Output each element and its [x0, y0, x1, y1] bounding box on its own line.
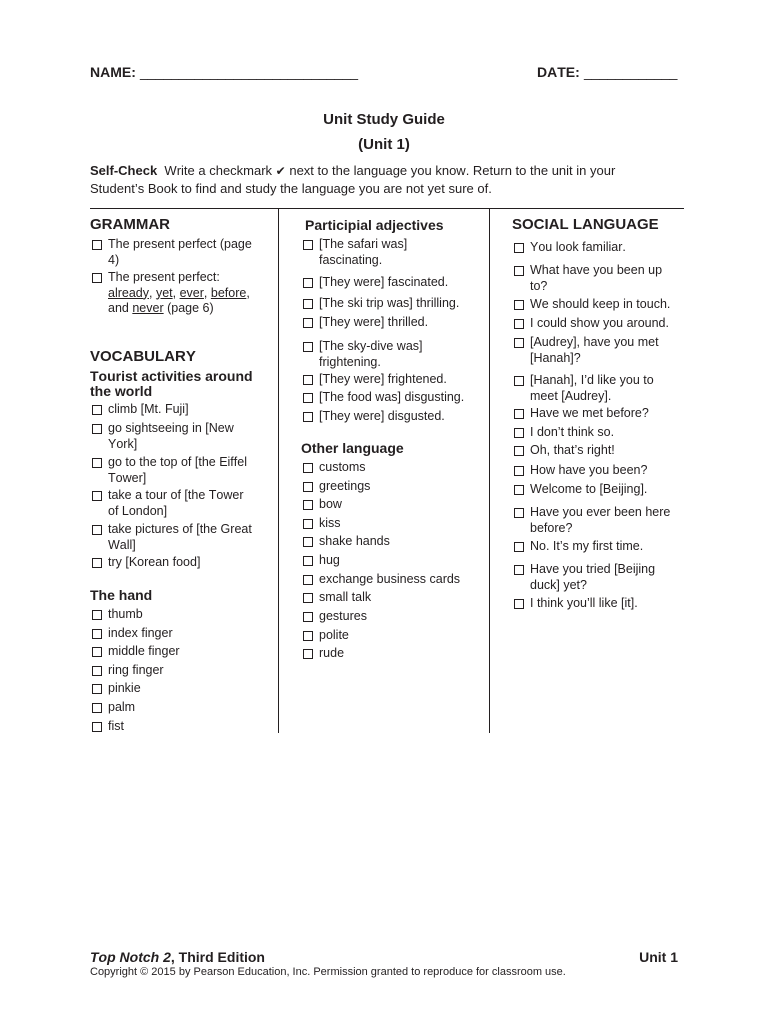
item-text: take a tour of [the Tower of London] [108, 488, 244, 518]
vocabulary-heading: VOCABULARY [90, 348, 196, 365]
checklist-item [512, 505, 670, 536]
section-divider [90, 208, 684, 209]
underlined-term: yet [155, 285, 173, 300]
checkbox[interactable] [514, 485, 524, 495]
checkbox[interactable] [92, 240, 102, 250]
self-check-label: Self-Check [90, 163, 158, 178]
checklist-item [512, 539, 643, 555]
checklist-item [512, 406, 649, 422]
checkmark-icon [276, 163, 286, 178]
checkbox[interactable] [514, 542, 524, 552]
item-text: [Audrey], have you met [Hanah]? [530, 335, 659, 365]
checkbox[interactable] [303, 278, 313, 288]
checkbox[interactable] [92, 703, 102, 713]
column-divider [278, 208, 279, 733]
item-text: kiss [319, 516, 341, 530]
checkbox[interactable] [514, 243, 524, 253]
checklist-item [512, 463, 647, 479]
checkbox[interactable] [303, 299, 313, 309]
book-title: Top Notch 2 [90, 949, 171, 965]
checkbox[interactable] [92, 629, 102, 639]
checklist-item [301, 460, 366, 476]
checklist-item [90, 607, 143, 623]
checklist-item [301, 479, 370, 495]
name-label: NAME: [90, 64, 136, 80]
instructions [90, 162, 615, 197]
checklist-item [512, 425, 614, 441]
checkbox[interactable] [303, 463, 313, 473]
checkbox[interactable] [514, 508, 524, 518]
instructions-text: Write a checkmark [157, 163, 276, 178]
the-hand-heading: The hand [90, 587, 153, 603]
checklist-item [90, 402, 189, 418]
checklist-item [512, 562, 655, 593]
item-text: I think you’ll like [it]. [530, 596, 638, 610]
item-text: exchange business cards [319, 572, 461, 586]
item-text: [They were] thrilled. [319, 315, 429, 329]
checkbox[interactable] [303, 537, 313, 547]
checkbox[interactable] [303, 612, 313, 622]
grammar-heading: GRAMMAR [90, 216, 170, 233]
item-text-part: , [172, 285, 180, 300]
checklist-item [90, 700, 135, 716]
other-language-heading: Other language [301, 440, 404, 456]
checklist-item [90, 626, 173, 642]
checkbox[interactable] [303, 649, 313, 659]
checklist-item [301, 590, 371, 606]
checkbox[interactable] [92, 491, 102, 501]
checklist-item [301, 275, 448, 291]
edition: , Third Edition [170, 949, 265, 965]
checkbox[interactable] [303, 342, 313, 352]
item-text: [The food was] disgusting. [319, 390, 465, 404]
item-text-part: The present perfect: [108, 270, 220, 284]
checklist-item [301, 553, 340, 569]
checklist-item [301, 296, 459, 312]
checkbox[interactable] [92, 405, 102, 415]
item-text: middle finger [108, 644, 180, 658]
checkbox[interactable] [514, 266, 524, 276]
item-text: You look familiar. [530, 240, 626, 254]
item-text: thumb [108, 607, 143, 621]
checkbox[interactable] [514, 300, 524, 310]
item-text-part: (page 6) [163, 301, 214, 315]
checkbox[interactable] [303, 575, 313, 585]
item-text: [They were] disgusted. [319, 409, 445, 423]
checklist-item [90, 270, 250, 317]
item-text: shake hands [319, 534, 390, 548]
item-text-part: , [149, 285, 156, 300]
checkbox[interactable] [303, 519, 313, 529]
checkbox[interactable] [303, 556, 313, 566]
checklist-item [301, 609, 367, 625]
item-text: Have you tried [Beijing duck] yet? [530, 562, 656, 592]
checklist-item [90, 644, 180, 660]
checkbox[interactable] [92, 647, 102, 657]
checkbox[interactable] [514, 319, 524, 329]
item-text: No. It’s my first time. [530, 539, 644, 553]
checklist-item [301, 390, 464, 406]
checklist-item [90, 237, 252, 268]
checklist-item [512, 297, 670, 313]
underlined-term: never [132, 301, 164, 315]
checklist-item [512, 263, 662, 294]
checklist-item [301, 339, 423, 370]
checklist-item [301, 237, 407, 268]
item-text: How have you been? [530, 463, 648, 477]
checklist-item [90, 663, 164, 679]
instructions-text: next to the language you know. Return to the unit in your Student’s Book to find and study the language you are not yet sure of. [90, 163, 616, 196]
checklist-item [90, 681, 141, 697]
checkbox[interactable] [303, 500, 313, 510]
item-text: What have you been up to? [530, 263, 663, 293]
checklist-item [512, 443, 615, 459]
checklist-item [301, 497, 342, 513]
item-text: try [Korean food] [108, 555, 201, 569]
checkbox[interactable] [514, 565, 524, 575]
underlined-term: before [210, 285, 247, 300]
checklist-item [512, 373, 654, 404]
checkbox[interactable] [303, 393, 313, 403]
checkbox[interactable] [92, 610, 102, 620]
checklist-item [301, 372, 447, 388]
tourist-activities-heading: Tourist activities around the world [90, 368, 253, 399]
item-text: small talk [319, 590, 372, 604]
item-text: go sightseeing in [New York] [108, 421, 234, 451]
checklist-item [90, 522, 252, 553]
checkbox[interactable] [303, 631, 313, 641]
footer-unit: Unit 1 [639, 949, 678, 965]
page-title: Unit Study Guide [323, 111, 445, 128]
underlined-term: already [108, 285, 149, 300]
item-text: Oh, that’s right! [530, 443, 615, 457]
item-text: Have you ever been here before? [530, 505, 671, 535]
checkbox[interactable] [92, 458, 102, 468]
checklist-item [512, 596, 638, 612]
checklist-item [90, 555, 200, 571]
item-text: I could show you around. [530, 316, 669, 330]
checkbox[interactable] [514, 409, 524, 419]
checklist-item [90, 488, 244, 519]
checklist-item [301, 628, 349, 644]
item-text: go to the top of [the Eiffel Tower] [108, 455, 247, 485]
item-text: greetings [319, 479, 371, 493]
checklist-item [301, 409, 445, 425]
item-text: [They were] frightened. [319, 372, 447, 386]
date-blank-field[interactable]: ____________ [584, 64, 678, 80]
item-text: gestures [319, 609, 367, 623]
item-text-part: , [203, 285, 211, 300]
item-text-part: , and [108, 285, 250, 315]
item-text: pinkie [108, 681, 141, 695]
checkbox[interactable] [303, 240, 313, 250]
item-text: ring finger [108, 663, 164, 677]
checkbox[interactable] [92, 525, 102, 535]
item-text: climb [Mt. Fuji] [108, 402, 189, 416]
checklist-item [90, 421, 234, 452]
checklist-item [90, 719, 124, 735]
checklist-item [301, 646, 344, 662]
column-divider [489, 208, 490, 733]
checklist-item [301, 572, 460, 588]
item-text: [The sky-dive was] frightening. [319, 339, 423, 369]
item-text: fist [108, 719, 124, 733]
item-text: I don’t think so. [530, 425, 615, 439]
item-text: [The ski trip was] thrilling. [319, 296, 460, 310]
checkbox[interactable] [303, 318, 313, 328]
checkbox[interactable] [514, 428, 524, 438]
date-label: DATE: [537, 64, 580, 80]
checkbox[interactable] [92, 558, 102, 568]
checkbox[interactable] [514, 466, 524, 476]
checkbox[interactable] [303, 593, 313, 603]
checkbox[interactable] [514, 446, 524, 456]
social-language-heading: SOCIAL LANGUAGE [512, 216, 659, 233]
item-text: Have we met before? [530, 406, 649, 420]
footer-book-title [90, 949, 265, 965]
item-text: hug [319, 553, 340, 567]
name-blank-field[interactable]: ____________________________ [140, 64, 359, 80]
item-text: [They were] fascinated. [319, 275, 449, 289]
checklist-item [301, 315, 428, 331]
checklist-item [90, 455, 247, 486]
checklist-item [512, 316, 669, 332]
checklist-item [512, 240, 626, 256]
item-text [108, 270, 250, 317]
checkbox[interactable] [514, 338, 524, 348]
checklist-item [301, 516, 341, 532]
checkbox[interactable] [92, 273, 102, 283]
copyright-notice: Copyright © 2015 by Pearson Education, Inc. Permission granted to reproduce for classroom use. [90, 966, 566, 978]
participial-adjectives-heading: Participial adjectives [305, 217, 444, 233]
item-text: Welcome to [Beijing]. [530, 482, 648, 496]
item-text: palm [108, 700, 136, 714]
checkbox[interactable] [92, 666, 102, 676]
item-text: index finger [108, 626, 173, 640]
checkbox[interactable] [514, 376, 524, 386]
checkbox[interactable] [92, 684, 102, 694]
unit-subtitle: (Unit 1) [358, 136, 410, 153]
checkbox[interactable] [303, 375, 313, 385]
checkbox[interactable] [92, 424, 102, 434]
item-text: polite [319, 628, 349, 642]
checklist-item [512, 335, 659, 366]
item-text: rude [319, 646, 345, 660]
checkbox[interactable] [303, 482, 313, 492]
checklist-item [512, 482, 647, 498]
checkbox[interactable] [303, 412, 313, 422]
checkbox[interactable] [514, 599, 524, 609]
item-text: bow [319, 497, 342, 511]
checklist-item [301, 534, 390, 550]
item-text: The present perfect (page 4) [108, 237, 252, 267]
item-text: take pictures of [the Great Wall] [108, 522, 252, 552]
item-text: [Hanah], I’d like you to meet [Audrey]. [530, 373, 654, 403]
checkbox[interactable] [92, 722, 102, 732]
item-text: [The safari was] fascinating. [319, 237, 408, 267]
item-text: customs [319, 460, 366, 474]
underlined-term: ever [179, 285, 204, 300]
item-text: We should keep in touch. [530, 297, 671, 311]
